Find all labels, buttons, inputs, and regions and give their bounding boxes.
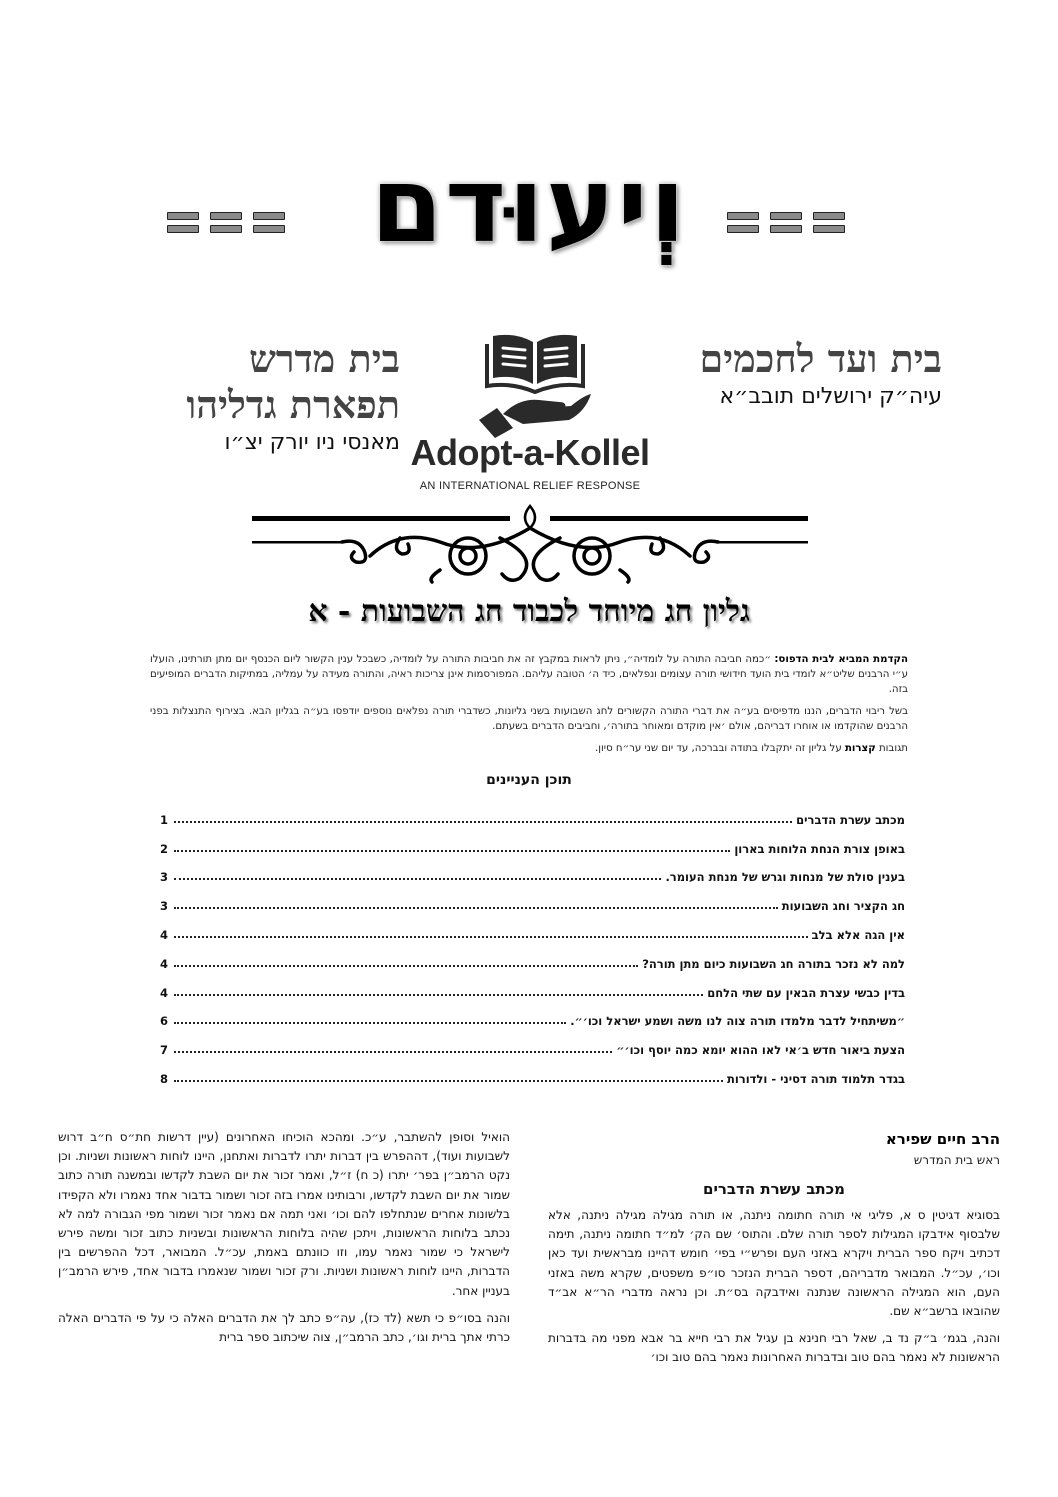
toc-leader-dots xyxy=(174,877,661,880)
adopt-a-kollel-logo xyxy=(395,320,665,500)
toc-leader-dots xyxy=(174,935,808,938)
toc-item-page: 4 xyxy=(160,985,169,1000)
article-paragraph: והנה, בגמ׳ ב״ק נד ב, שאל רבי חנינא בן עגיל את רבי חייא בר אבא מפני מה בדברות הראשונות לא נאמר בהם טוב ובדברות האחרונות נאמר בהם טוב וכו׳ xyxy=(548,1331,1000,1365)
toc-item[interactable] xyxy=(160,913,905,942)
ornamental-divider xyxy=(250,498,810,584)
institution-left xyxy=(100,336,400,458)
toc-leader-dots xyxy=(174,849,730,852)
double-dash-icon xyxy=(210,212,242,233)
institution-right-name: בית ועד לחכמים xyxy=(699,336,942,381)
intro-paragraph-2: בשל ריבוי הדברים, הננו מדפיסים בע״ה את דברי התורה הקשורים לחג השבועות בשני גליונות, כשדברי תורה נפלאים נוספים יודפסו בע״ה בגליון הבא. בצירוף התנצלות בפני הרבנים שהוקדמו או אוחרו דבריהם, אולם ׳אין מוקדם ומאוחר בתורה׳, וחביבים הדברים בשעתם. xyxy=(150,706,908,732)
logo-brand-text: Adopt-a-Kollel xyxy=(410,432,650,473)
intro-label: הקדמת המביא לבית הדפוס: xyxy=(774,654,909,665)
toc-item[interactable] xyxy=(160,942,905,971)
toc-item-page: 4 xyxy=(160,927,169,942)
article-paragraph: והנה בסו״פ כי תשא (לד כז), עה״פ כתב לך את הדברים האלה כי על פי הדברים האלה כרתי אתך ברית וגו׳, כתב הרמב״ן, צוה שיכתוב ספר ברית xyxy=(58,1310,510,1345)
toc-leader-dots xyxy=(174,964,638,967)
toc-item[interactable] xyxy=(160,1028,905,1057)
toc-leader-dots xyxy=(174,906,778,909)
toc-title: תוכן העניינים xyxy=(486,772,572,788)
toc-item-page: 1 xyxy=(160,812,169,827)
toc-item-page: 3 xyxy=(160,899,169,914)
toc-item-title: ״משיתחיל לדבר מלמדו תורה צוה לנו משה ושמע ישראל וכו׳״. xyxy=(570,1014,905,1029)
toc-item[interactable] xyxy=(160,884,905,913)
institution-left-name-line2: תפארת גדליהו xyxy=(186,382,400,427)
toc-item-title: מכתב עשרת הדברים xyxy=(796,812,905,827)
toc-item[interactable] xyxy=(160,1057,905,1086)
article-column-left xyxy=(58,1128,510,1355)
toc-leader-dots xyxy=(174,820,792,823)
feedback-bold: קצרות xyxy=(844,743,876,754)
toc-item[interactable] xyxy=(160,856,905,885)
article-column-right xyxy=(548,1128,1000,1376)
author-name: הרב חיים שפירא xyxy=(885,1130,1000,1148)
toc-item[interactable] xyxy=(160,798,905,827)
toc-item-title: באופן צורת הנחת הלוחות בארון xyxy=(734,841,905,856)
toc-leader-dots xyxy=(174,1050,612,1053)
toc-item-title: בענין סולת של מנחות וגרש של מנחת העומר. xyxy=(665,870,905,885)
author-role: ראש בית המדרש xyxy=(913,1153,1000,1167)
toc-item-page: 3 xyxy=(160,870,169,885)
article-title: מכתב עשרת הדברים xyxy=(703,1180,845,1198)
logo-tagline: AN INTERNATIONAL RELIEF RESPONSE xyxy=(419,480,641,492)
table-of-contents xyxy=(160,798,905,1086)
double-dash-icon xyxy=(813,212,845,233)
double-dash-icon xyxy=(253,212,285,233)
double-dash-icon xyxy=(167,212,199,233)
toc-leader-dots xyxy=(174,1021,566,1024)
intro-paragraph-3 xyxy=(150,741,908,756)
institution-left-location: מאנסי ניו יורק יצ״ו xyxy=(224,430,400,455)
flourish-divider-icon xyxy=(250,498,810,584)
toc-leader-dots xyxy=(174,993,703,996)
toc-item-title: למה לא נזכר בתורה חג השבועות כיום מתן תורה? xyxy=(642,956,905,971)
decorative-dashes-right xyxy=(727,212,845,233)
toc-item-page: 2 xyxy=(160,841,169,856)
institution-right-location: עיה״ק ירושלים תובב״א xyxy=(719,384,942,409)
masthead xyxy=(0,144,1058,280)
double-dash-icon xyxy=(727,212,759,233)
publication-title: וְיעוּדם xyxy=(370,144,688,266)
toc-item-page: 6 xyxy=(160,1014,169,1029)
toc-item-page: 4 xyxy=(160,956,169,971)
toc-item-title: אין הגה אלא בלב xyxy=(811,927,905,942)
double-dash-icon xyxy=(770,212,802,233)
toc-item[interactable] xyxy=(160,971,905,1000)
intro-paragraph-1-text: ״כמה חביבה התורה על לומדיה״, ניתן לראות במקבץ זה את חביבות התורה על לומדיה, כשבכל ענין הקשור ליום הכנסף יום מתן תורתינו, הועלו ע״י הרבנים שליט״א לומדי בית הועד חידושי תורה עצומים ונפלאים, כיד ה׳ הטובה עליהם. המפורסמות אינן צריכות ראיה, והתורה מעידה על עמליה, במתיקות הדברים המופיעים בזה. xyxy=(150,654,908,695)
article-paragraph: בסוגיא דגיטין ס א, פליגי אי תורה חתומה ניתנה, או תורה מגילה מגילה ניתנה, אלא שלבסוף אידבקו המגילות לספר תורה שלם. והתוס׳ שם הק׳ למ״ד חתומה ניתנה, תימה דכתיב ויקח ספר הברית ויקרא באזני העם ופרש״י בפי׳ חומש דהיינו מבראשית ועד כאן וכו׳, עכ״ל. המבואר מדבריהם, דספר הברית הנזכר סו״פ משפטים, שקרא משה באזני העם, הוא המגילה הראשונה שנתנה ואידבקה בס״ת. וכן נראה מדברי הר״א אב״ד שהובאו ברשב״א שם. xyxy=(548,1208,1000,1319)
feedback-pre: תגובות xyxy=(875,743,908,754)
book-in-hand-icon xyxy=(475,328,595,438)
toc-item-title: בגדר תלמוד תורה דסיני - ולדורות xyxy=(727,1071,905,1086)
toc-item-title: הצעת ביאור חדש ב׳אי לאו ההוא יומא כמה יוסף וכו׳״ xyxy=(616,1043,905,1058)
toc-leader-dots xyxy=(174,1079,723,1082)
feedback-post: על גליון זה יתקבלו בתודה ובברכה, עד יום שני ער״ח סיון. xyxy=(595,743,845,754)
intro-paragraph-1 xyxy=(150,652,908,697)
article-paragraph: הואיל וסופן להשתבר, ע״כ. ומהכא הוכיחו האחרונים (עיין דרשות חת״ס ח״ב דרוש לשבועות ועוד), דההפרש בין דברות יתרו לדברות ואתחנן, היינו לוחות ראשונות ושניות. וכן נקט הרמב״ן בפר׳ יתרו (כ ח) ז״ל, ואמר זכור את יום השבת לקדשו ובמשנה תורה כתוב שמור את יום השבת לקדשו, ורבותינו אמרו בזה זכור ושמור בדבור אחד נאמרו ולא הקפידו בלשונות אחרים שנתחלפו להם וכו׳ ואני תמה אם נאמר זכור ושמור מפי הגבורה למה לא נכתב בלוחות הראשונות, ויתכן שהיה בלוחות הראשונות ובשניות כתוב זכור ומשה פירש לישראל כי שמור נאמר עמו, וזו כוונתם באמת, עכ״ל. המבואר, דכל ההפרשים בין הדברות, היינו לוחות ראשונות ושניות. ורק זכור ושמור שנאמרו בדבור אחד, פירש הרמב״ן בעניין אחר. xyxy=(58,1130,510,1298)
toc-item-page: 8 xyxy=(160,1071,169,1086)
issue-title: גליון חג מיוחד לכבוד חג השבועות - א xyxy=(308,594,750,629)
toc-item-title: חג הקציר וחג השבועות xyxy=(781,899,905,914)
toc-item-page: 7 xyxy=(160,1043,169,1058)
publisher-introduction xyxy=(150,652,908,763)
toc-item[interactable] xyxy=(160,827,905,856)
institution-left-name-line1: בית מדרש xyxy=(248,336,400,381)
toc-item-title: בדין כבשי עצרת הבאין עם שתי הלחם xyxy=(707,985,905,1000)
decorative-dashes-left xyxy=(167,212,285,233)
toc-item[interactable] xyxy=(160,1000,905,1029)
